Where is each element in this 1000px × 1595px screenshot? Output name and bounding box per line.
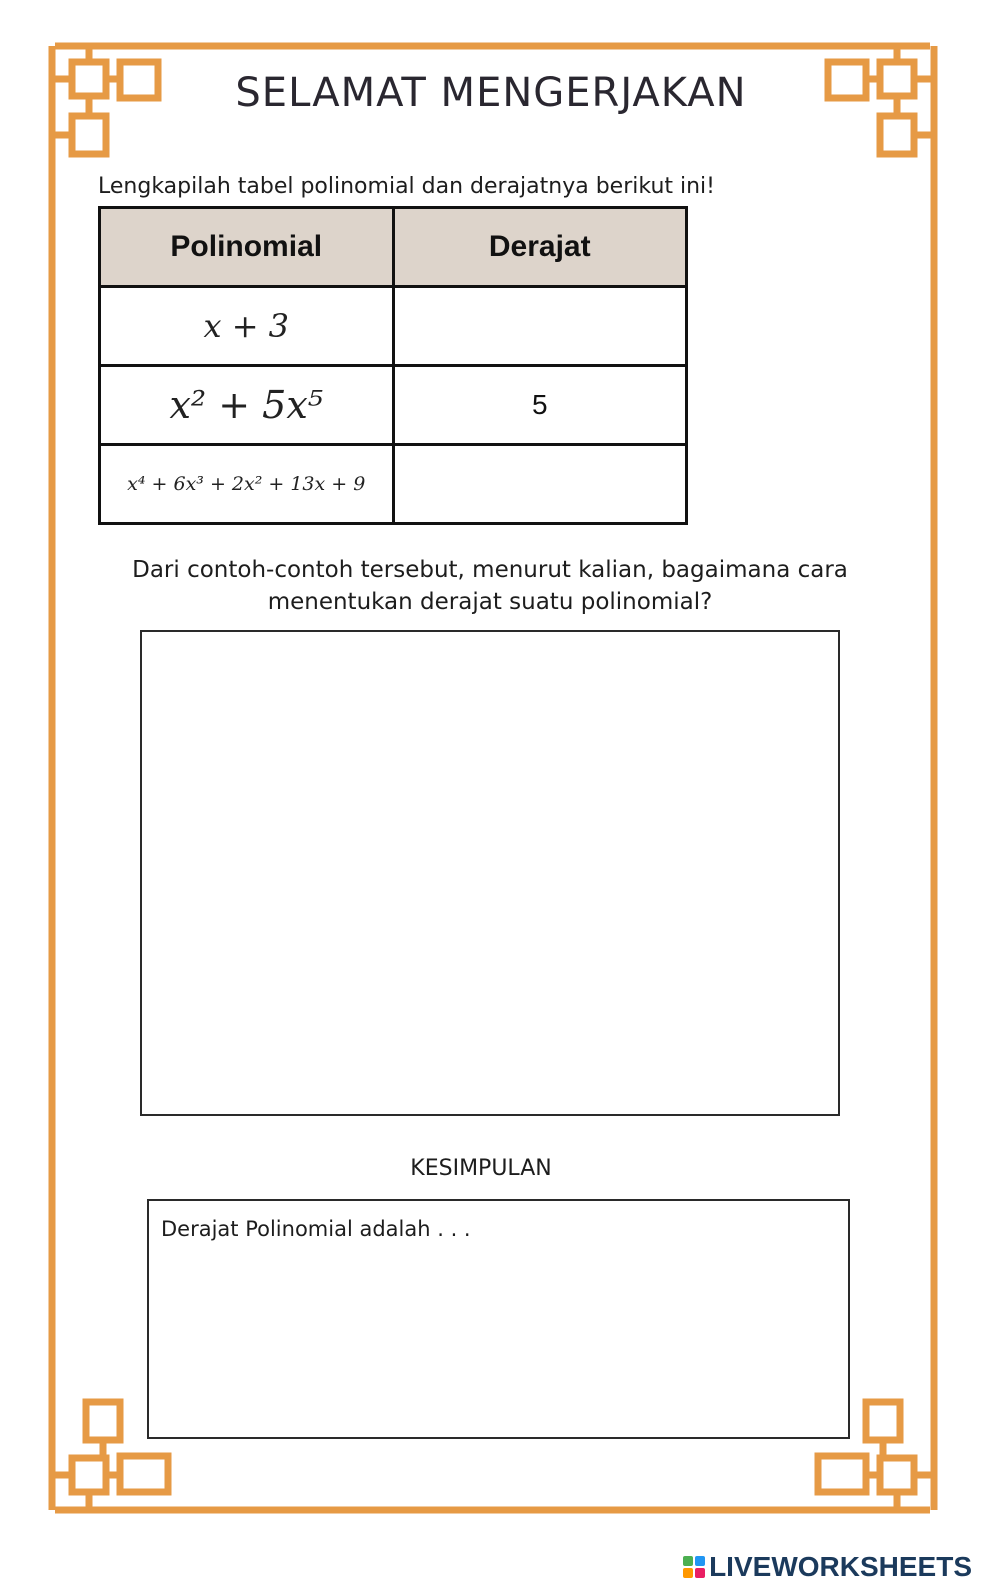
table-row [100, 287, 687, 366]
conclusion-prompt: Derajat Polinomial adalah . . . [161, 1217, 471, 1241]
liveworksheets-logo-text: LIVEWORKSHEETS [709, 1551, 972, 1582]
degree-answer-cell[interactable] [393, 287, 687, 366]
instruction-text: Lengkapilah tabel polinomial dan derajatnya berikut ini! [98, 174, 715, 199]
degree-cell [393, 366, 687, 445]
polynomial-expression: x⁴ + 6x³ + 2x² + 13x + 9 [127, 473, 366, 495]
table-row [100, 366, 687, 445]
table-header-row [100, 208, 687, 287]
degree-answer-cell[interactable] [393, 445, 687, 524]
conclusion-textbox[interactable] [147, 1199, 850, 1439]
polynomial-cell [100, 445, 394, 524]
liveworksheets-logo-icon [683, 1556, 705, 1578]
header-degree: Derajat [393, 208, 687, 287]
header-polynomial: Polinomial [100, 208, 394, 287]
polynomial-expression: x² + 5x⁵ [169, 383, 323, 427]
polynomial-table [98, 206, 688, 525]
polynomial-cell [100, 366, 394, 445]
polynomial-cell [100, 287, 394, 366]
conclusion-title: KESIMPULAN [410, 1156, 552, 1181]
table-row [100, 445, 687, 524]
answer-textbox[interactable] [140, 630, 840, 1116]
liveworksheets-logo [683, 1551, 972, 1583]
question-text: Dari contoh-contoh tersebut, menurut kalian, bagaimana cara menentukan derajat suatu polinomial? [132, 557, 848, 615]
page-title: SELAMAT MENGERJAKAN [235, 70, 747, 116]
polynomial-expression: x + 3 [203, 307, 290, 345]
degree-value: 5 [531, 389, 548, 420]
